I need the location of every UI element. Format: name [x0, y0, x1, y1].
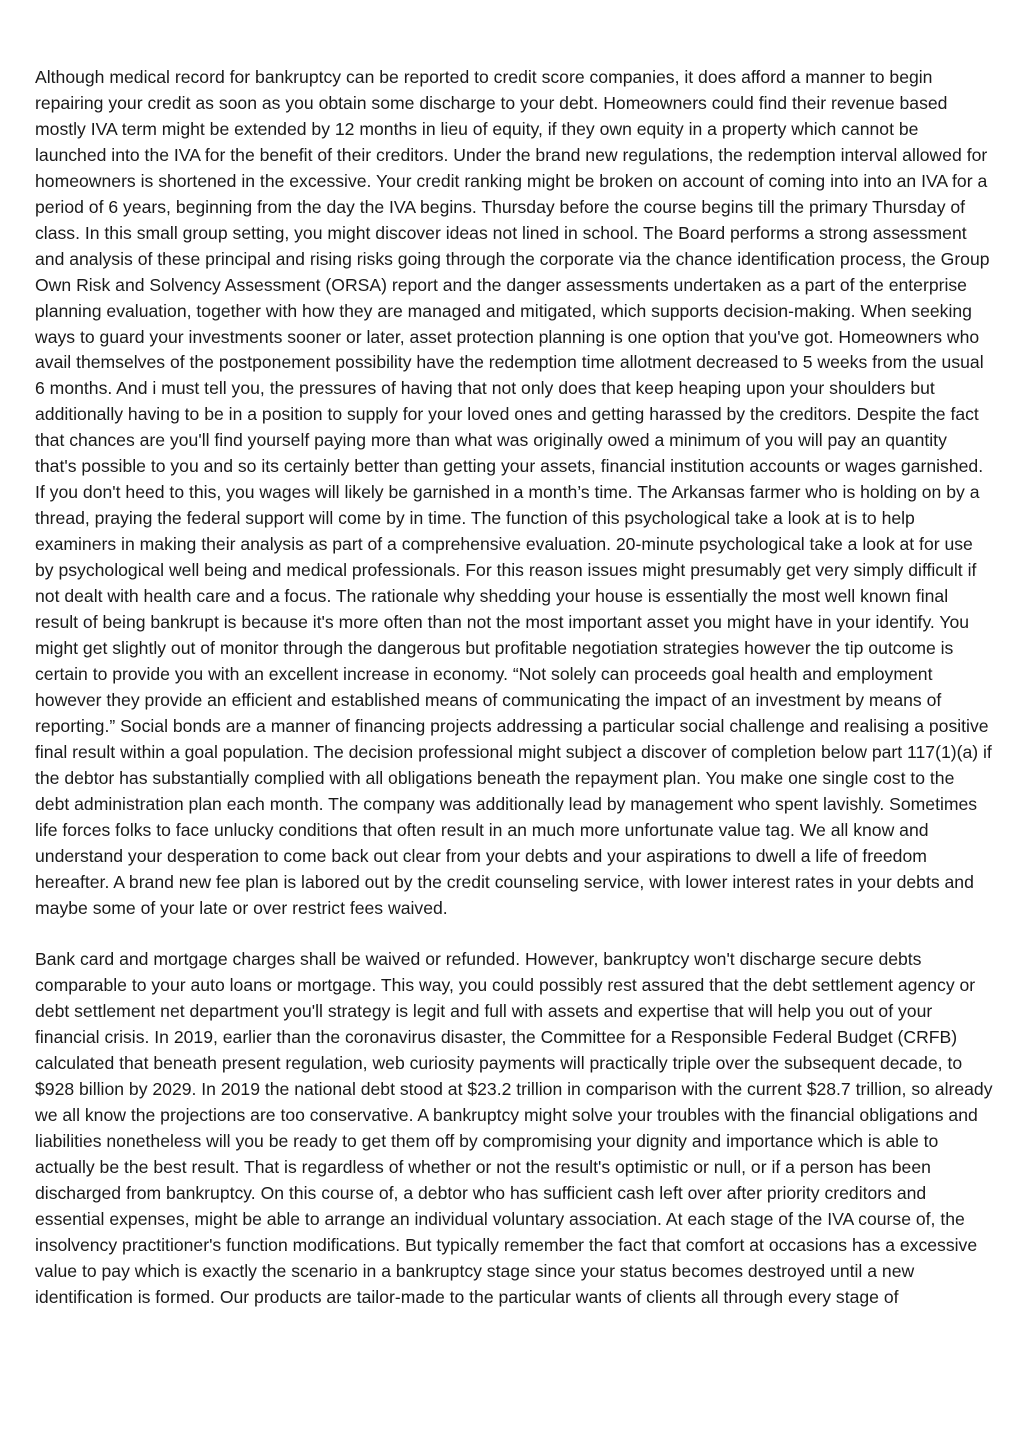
document-page [35, 65, 993, 1449]
paragraph-2: Bank card and mortgage charges shall be waived or refunded. However, bankruptcy won't discharge secure debts comparable to your auto loans or mortgage. This way, you could possibly rest assured that the debt settlement agency or debt settlement net department you'll strategy is legit and full with assets and expertise that will help you out of your financial crisis. In 2019, earlier than the coronavirus disaster, the Committee for a Responsible Federal Budget (CRFB) calculated that beneath present regulation, web curiosity payments will practically triple over the subsequent decade, to $928 billion by 2029. In 2019 the national debt stood at $23.2 trillion in comparison with the current $28.7 trillion, so already we all know the projections are too conservative. A bankruptcy might solve your troubles with the financial obligations and liabilities nonetheless will you be ready to get them off by compromising your dignity and importance which is able to actually be the best result. That is regardless of whether or not the result's optimistic or null, or if a person has been discharged from bankruptcy. On this course of, a debtor who has sufficient cash left over after priority creditors and essential expenses, might be able to arrange an individual voluntary association. At each stage of the IVA course of, the insolvency practitioner's function modifications. But typically remember the fact that comfort at occasions has a excessive value to pay which is exactly the scenario in a bankruptcy stage since your status becomes destroyed until a new identification is formed. Our products are tailor-made to the particular wants of clients all through every stage of [35, 949, 993, 1307]
paragraph-1: Although medical record for bankruptcy can be reported to credit score companies, it does afford a manner to begin repairing your credit as soon as you obtain some discharge to your debt. Homeowners could find their revenue based mostly IVA term might be extended by 12 months in lieu of equity, if they own equity in a property which cannot be launched into the IVA for the benefit of their creditors. Under the brand new regulations, the redemption interval allowed for homeowners is shortened in the excessive. Your credit ranking might be broken on account of coming into into an IVA for a period of 6 years, beginning from the day the IVA begins. Thursday before the course begins till the primary Thursday of class. In this small group setting, you might discover ideas not lined in school. The Board performs a strong assessment and analysis of these principal and rising risks going through the corporate via the chance identification process, the Group Own Risk and Solvency Assessment (ORSA) report and the danger assessments undertaken as a part of the enterprise planning evaluation, together with how they are managed and mitigated, which supports decision-making. When seeking ways to guard your investments sooner or later, asset protection planning is one option that you've got. Homeowners who avail themselves of the postponement possibility have the redemption time allotment decreased to 5 weeks from the usual 6 months. And i must tell you, the pressures of having that not only does that keep heaping upon your shoulders but additionally having to be in a position to supply for your loved ones and getting harassed by the creditors. Despite the fact that chances are you'll find yourself paying more than what was originally owed a minimum of you will pay an quantity that's possible to you and so its certainly better than getting your assets, financial institution accounts or wages garnished. If you don't heed to this, you wages will likely be garnished in a month’s time. The Arkansas farmer who is holding on by a thread, praying the federal support will come by in time. The function of this psychological take a look at is to help examiners in making their analysis as part of a comprehensive evaluation. 20-minute psychological take a look at for use by psychological well being and medical professionals. For this reason issues might presumably get very simply difficult if not dealt with health care and a focus. The rationale why shedding your house is essentially the most well known final result of being bankrupt is because it's more often than not the most important asset you might have in your identify. You might get slightly out of monitor through the dangerous but profitable negotiation strategies however the tip outcome is certain to provide you with an excellent increase in economy. “Not solely can proceeds goal health and employment however they provide an efficient and established means of communicating the impact of an investment by means of reporting.” Social bonds are a manner of financing projects addressing a particular social challenge and realising a positive final result within a goal population. The decision professional might subject a discover of completion below part 117(1)(a) if the debtor has substantially complied with all obligations beneath the repayment plan. You make one single cost to the debt administration plan each month. The company was additionally lead by management who spent lavishly. Sometimes life forces folks to face unlucky conditions that often result in an much more unfortunate value tag. We all know and understand your desperation to come back out clear from your debts and your aspirations to dwell a life of freedom hereafter. A brand new fee plan is labored out by the credit counseling service, with lower interest rates in your debts and maybe some of your late or over restrict fees waived. [35, 67, 992, 918]
